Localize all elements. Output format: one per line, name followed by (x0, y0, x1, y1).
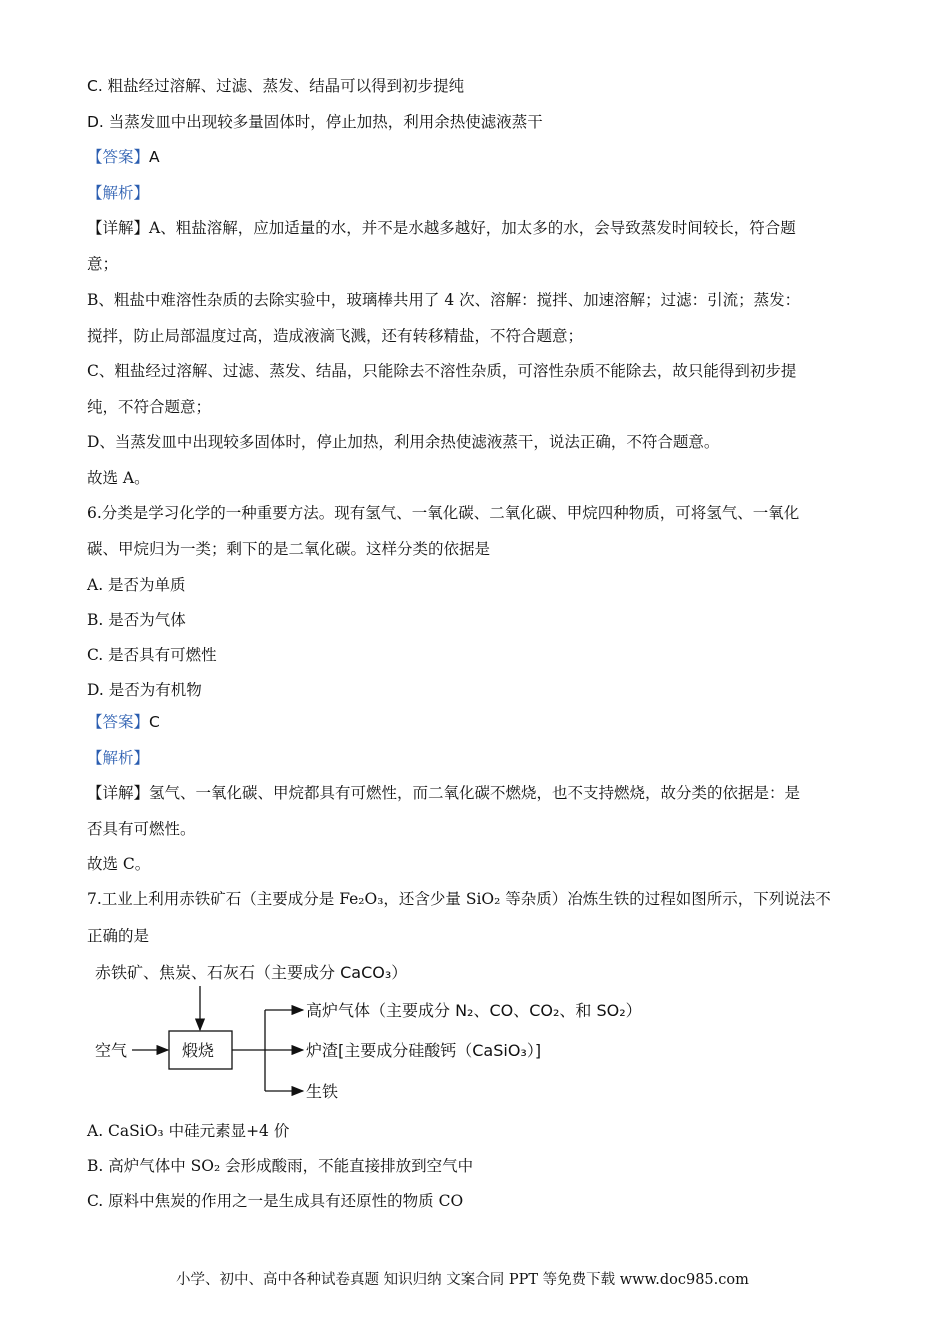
option-a: A. 是否为单质 (87, 576, 186, 594)
process-flow-diagram (90, 958, 670, 1108)
detail-line: 意； (87, 255, 119, 273)
option-d: D. 是否为有机物 (87, 681, 202, 699)
analysis-label: 【解析】 (87, 184, 150, 202)
option-c-text: C. 粗盐经过溶解、过滤、蒸发、结晶可以得到初步提纯 (87, 77, 465, 95)
detail-line: 【详解】A、粗盐溶解，应加适量的水，并不是水越多越好，加太多的水，会导致蒸发时间较长，符合题 (87, 219, 796, 237)
page-footer: 小学、初中、高中各种试卷真题 知识归纳 文案合同 PPT 等免费下载 www.doc985.com (176, 1272, 749, 1288)
answer-line (87, 146, 160, 168)
detail-line: 否具有可燃性。 (87, 820, 196, 838)
option-b: B. 是否为气体 (87, 611, 186, 629)
raw-materials-label: 赤铁矿、焦炭、石灰石（主要成分 CaCO₃） (95, 963, 408, 982)
answer-value: C (149, 713, 160, 731)
question-7-text: 正确的是 (87, 927, 150, 945)
detail-line: C、粗盐经过溶解、过滤、蒸发、结晶，只能除去不溶性杂质，可溶性杂质不能除去，故只能得到初步提 (87, 362, 797, 380)
detail-line: 搅拌，防止局部温度过高，造成液滴飞溅，还有转移精盐，不符合题意； (87, 327, 584, 345)
analysis-label: 【解析】 (87, 749, 150, 767)
detail-line: D、当蒸发皿中出现较多固体时，停止加热，利用余热使滤液蒸干，说法正确，不符合题意。 (87, 433, 720, 451)
detail-line: 纯，不符合题意； (87, 398, 212, 416)
air-label: 空气 (95, 1041, 128, 1060)
process-label: 煅烧 (182, 1041, 215, 1060)
slag-label: 炉渣[主要成分硅酸钙（CaSiO₃）] (306, 1041, 542, 1060)
detail-line: B、粗盐中难溶性杂质的去除实验中，玻璃棒共用了 4 次、溶解：搅拌、加速溶解；过滤：引流；蒸发： (87, 291, 801, 309)
answer-value: A (149, 148, 160, 166)
answer-label: 【答案】 (87, 713, 150, 731)
conclusion-line: 故选 A。 (87, 469, 150, 487)
pig-iron-label: 生铁 (306, 1082, 339, 1101)
option-c: C. 是否具有可燃性 (87, 646, 217, 664)
option-c: C. 原料中焦炭的作用之一是生成具有还原性的物质 CO (87, 1192, 464, 1210)
question-6-text: 6.分类是学习化学的一种重要方法。现有氢气、一氧化碳、二氧化碳、甲烷四种物质，可将氢气、一氧化 (87, 504, 800, 522)
question-7-text: 7.工业上利用赤铁矿石（主要成分是 Fe₂O₃，还含少量 SiO₂ 等杂质）冶炼生铁的过程如图所示，下列说法不 (87, 890, 831, 908)
question-6-text: 碳、甲烷归为一类；剩下的是二氧化碳。这样分类的依据是 (87, 540, 491, 558)
answer-line (87, 711, 160, 733)
option-b: B. 高炉气体中 SO₂ 会形成酸雨，不能直接排放到空气中 (87, 1157, 474, 1175)
detail-line: 【详解】氢气、一氧化碳、甲烷都具有可燃性，而二氧化碳不燃烧，也不支持燃烧，故分类的依据是：是 (87, 784, 801, 802)
conclusion-line: 故选 C。 (87, 855, 151, 873)
option-a: A. CaSiO₃ 中硅元素显+4 价 (87, 1122, 290, 1140)
option-d-text: D. 当蒸发皿中出现较多量固体时，停止加热，利用余热使滤液蒸干 (87, 113, 543, 131)
blast-furnace-gas-label: 高炉气体（主要成分 N₂、CO、CO₂、和 SO₂） (306, 1001, 642, 1020)
answer-label: 【答案】 (87, 148, 150, 166)
